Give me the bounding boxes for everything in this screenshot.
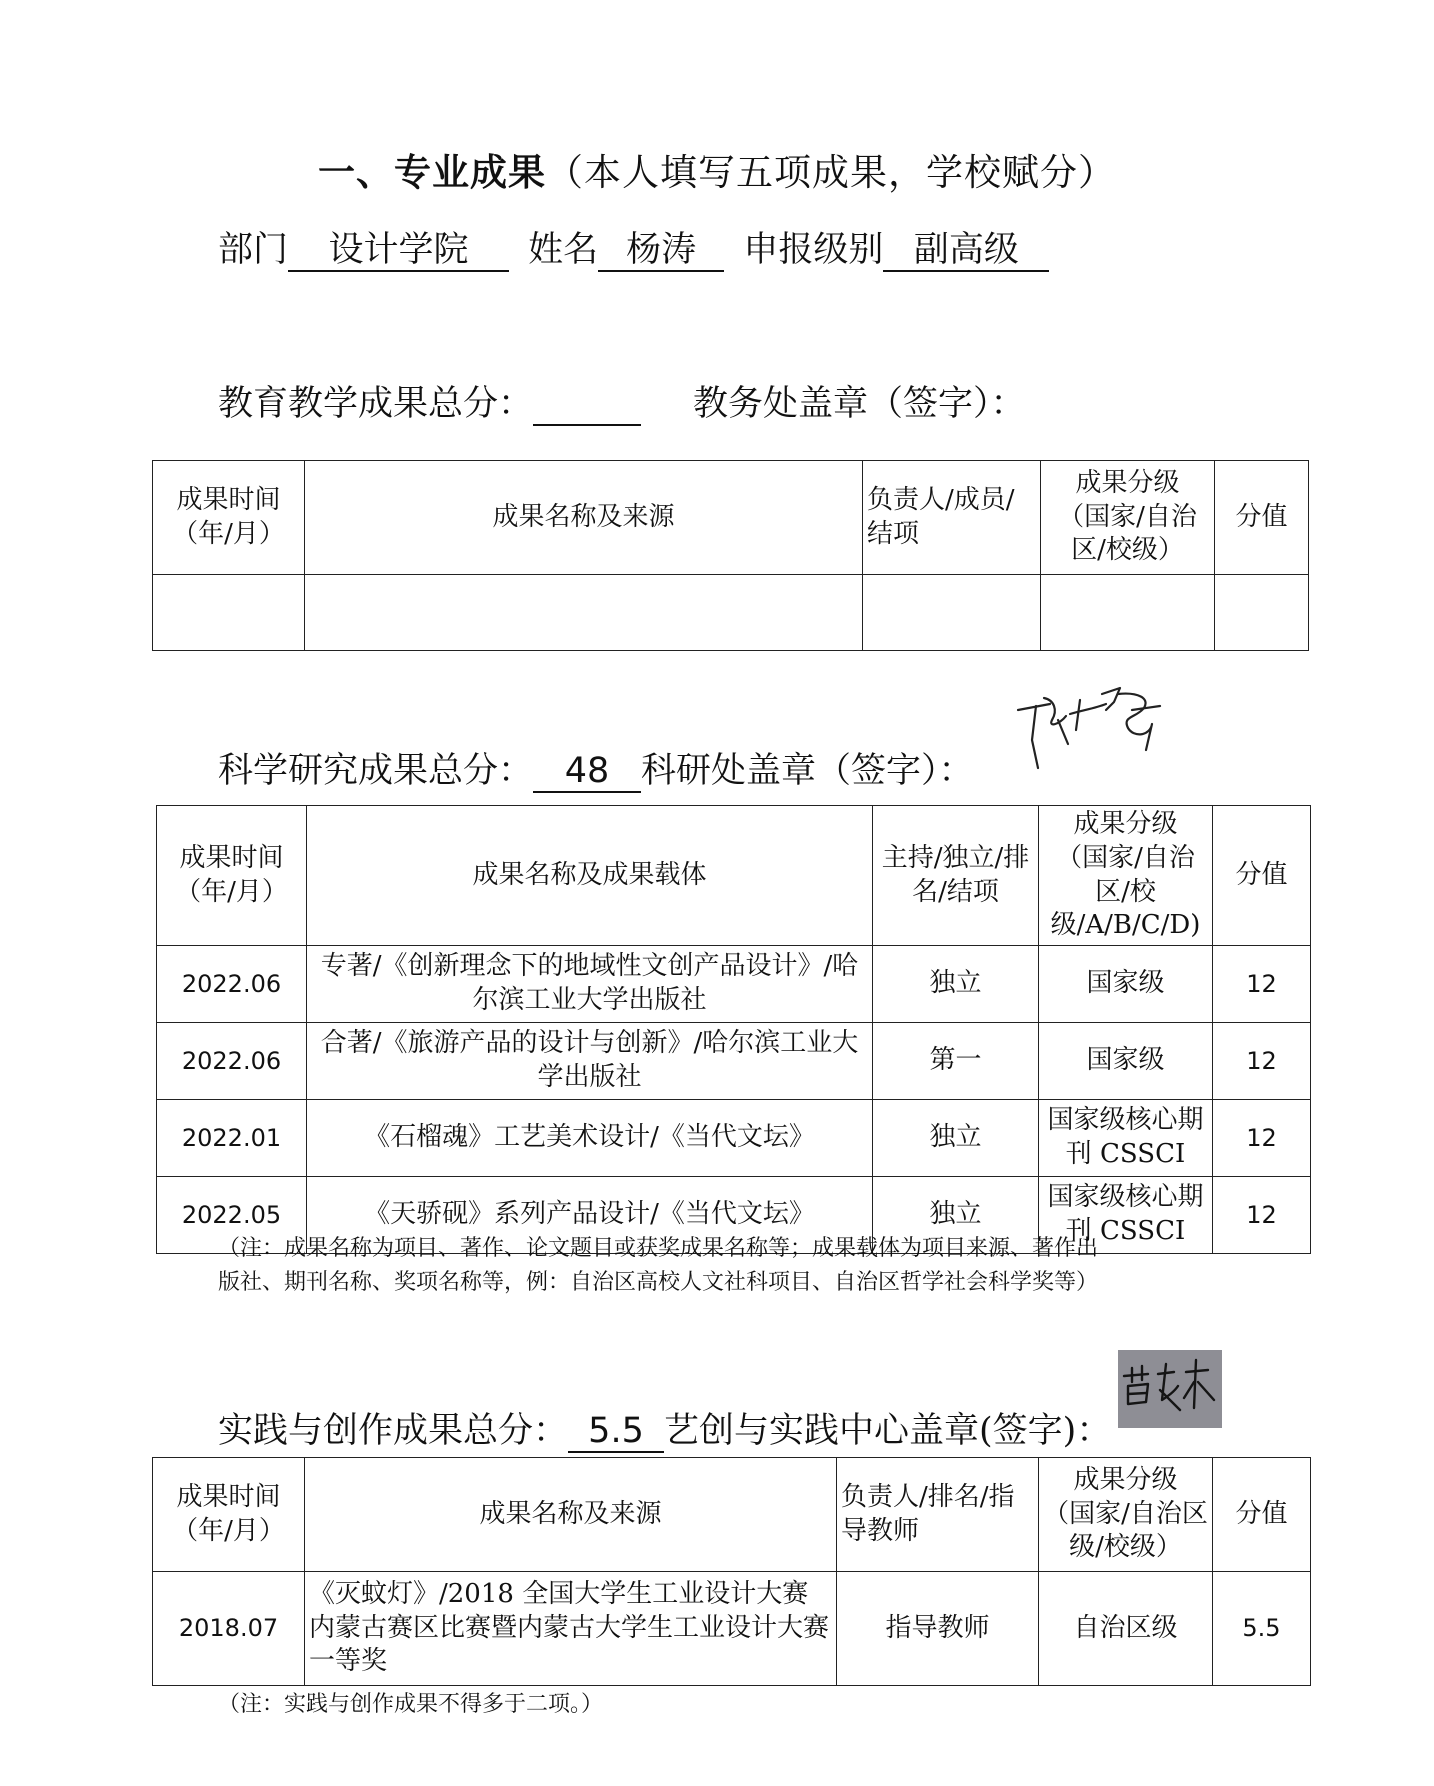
- dept-label: 部门: [218, 230, 289, 270]
- research-note-line1: （注：成果名称为项目、著作、论文题目或获奖成果名称等；成果载体为项目来源、著作出: [218, 1236, 1099, 1261]
- research-total-label: 科学研究成果总分：: [218, 751, 534, 791]
- teaching-total-label: 教育教学成果总分：: [218, 384, 534, 424]
- teaching-table-header: [153, 461, 1309, 575]
- teaching-total-line: [218, 376, 1026, 426]
- cell-time: 2022.06: [157, 946, 307, 1023]
- header-level: 成果分级 （国家/自治区/校级）: [1041, 461, 1215, 575]
- practice-table: [152, 1457, 1311, 1686]
- research-stamp-label: 科研处盖章（签字）：: [641, 751, 974, 791]
- page-title-normal: （本人填写五项成果，学校赋分）: [546, 151, 1116, 194]
- cell-empty: [863, 575, 1041, 651]
- cell-level: 国家级核心期刊 CSSCI: [1039, 1100, 1213, 1177]
- cell-empty: [1041, 575, 1215, 651]
- table-row: [157, 1100, 1311, 1177]
- teaching-total-value: [533, 386, 641, 426]
- cell-time: 2022.01: [157, 1100, 307, 1177]
- cell-role: 独立: [873, 1177, 1039, 1254]
- cell-empty: [153, 575, 305, 651]
- practice-total-value: 5.5: [568, 1411, 664, 1453]
- cell-time: 2018.07: [153, 1572, 305, 1686]
- table-row: [153, 575, 1309, 651]
- research-note-line2: 版社、期刊名称、奖项名称等，例：自治区高校人文社科项目、自治区哲学社会科学奖等）: [218, 1270, 1099, 1296]
- research-note: [218, 1232, 1098, 1300]
- cell-level: 国家级核心期刊 CSSCI: [1039, 1177, 1213, 1254]
- practice-note: （注：实践与创作成果不得多于二项。）: [218, 1692, 604, 1717]
- page-title: [0, 142, 1434, 196]
- name-label: 姓名: [528, 230, 599, 270]
- level-value: 副高级: [883, 230, 1049, 272]
- header-role: 主持/独立/排名/结项: [873, 806, 1039, 946]
- cell-name: 《天骄砚》系列产品设计/《当代文坛》: [307, 1177, 873, 1254]
- cell-name: 《灭蚊灯》/2018 全国大学生工业设计大赛内蒙古赛区比赛暨内蒙古大学生工业设计大赛一等奖: [305, 1572, 837, 1686]
- cell-role: 指导教师: [837, 1572, 1039, 1686]
- cell-time: 2022.06: [157, 1023, 307, 1100]
- research-total-value: 48: [533, 751, 641, 793]
- research-signature: [1010, 680, 1180, 770]
- cell-time: 2022.05: [157, 1177, 307, 1254]
- cell-name: 《石榴魂》工艺美术设计/《当代文坛》: [307, 1100, 873, 1177]
- cell-score: 12: [1213, 1100, 1311, 1177]
- level-label: 申报级别: [743, 230, 884, 270]
- header-level: 成果分级 （国家/自治区/校级/A/B/C/D): [1039, 806, 1213, 946]
- header-role: 负责人/成员/结项: [863, 461, 1041, 575]
- cell-empty: [305, 575, 863, 651]
- applicant-info: [218, 222, 1049, 272]
- name-value: 杨涛: [598, 230, 724, 272]
- cell-level: 自治区级: [1039, 1572, 1213, 1686]
- research-table-header: [157, 806, 1311, 946]
- header-score: 分值: [1213, 1458, 1311, 1572]
- header-name: 成果名称及来源: [305, 461, 863, 575]
- teaching-table: [152, 460, 1309, 651]
- cell-score: 12: [1213, 1023, 1311, 1100]
- header-level: 成果分级 （国家/自治区级/校级）: [1039, 1458, 1213, 1572]
- header-role: 负责人/排名/指导教师: [837, 1458, 1039, 1572]
- cell-level: 国家级: [1039, 946, 1213, 1023]
- teaching-stamp-label: 教务处盖章（签字）：: [693, 384, 1026, 424]
- header-name: 成果名称及来源: [305, 1458, 837, 1572]
- research-total-line: [218, 743, 974, 793]
- practice-stamp-label: 艺创与实践中心盖章(签字)：: [664, 1411, 1112, 1451]
- cell-role: 第一: [873, 1023, 1039, 1100]
- table-row: [157, 946, 1311, 1023]
- header-score: 分值: [1215, 461, 1309, 575]
- header-name: 成果名称及成果载体: [307, 806, 873, 946]
- cell-name: 专著/《创新理念下的地域性文创产品设计》/哈尔滨工业大学出版社: [307, 946, 873, 1023]
- research-table: [156, 805, 1311, 1254]
- cell-name: 合著/《旅游产品的设计与创新》/哈尔滨工业大学出版社: [307, 1023, 873, 1100]
- header-time: 成果时间 （年/月）: [157, 806, 307, 946]
- cell-score: 12: [1213, 1177, 1311, 1254]
- header-score: 分值: [1213, 806, 1311, 946]
- cell-score: 5.5: [1213, 1572, 1311, 1686]
- table-row: [153, 1572, 1311, 1686]
- cell-empty: [1215, 575, 1309, 651]
- practice-total-line: [218, 1403, 1111, 1453]
- practice-table-header: [153, 1458, 1311, 1572]
- cell-level: 国家级: [1039, 1023, 1213, 1100]
- practice-total-label: 实践与创作成果总分：: [218, 1411, 569, 1451]
- dept-value: 设计学院: [288, 230, 509, 272]
- page-title-bold: 一、专业成果: [318, 151, 546, 194]
- practice-signature: [1118, 1350, 1222, 1428]
- cell-role: 独立: [873, 946, 1039, 1023]
- cell-score: 12: [1213, 946, 1311, 1023]
- cell-role: 独立: [873, 1100, 1039, 1177]
- header-time: 成果时间 （年/月）: [153, 1458, 305, 1572]
- table-row: [157, 1023, 1311, 1100]
- header-time: 成果时间 （年/月）: [153, 461, 305, 575]
